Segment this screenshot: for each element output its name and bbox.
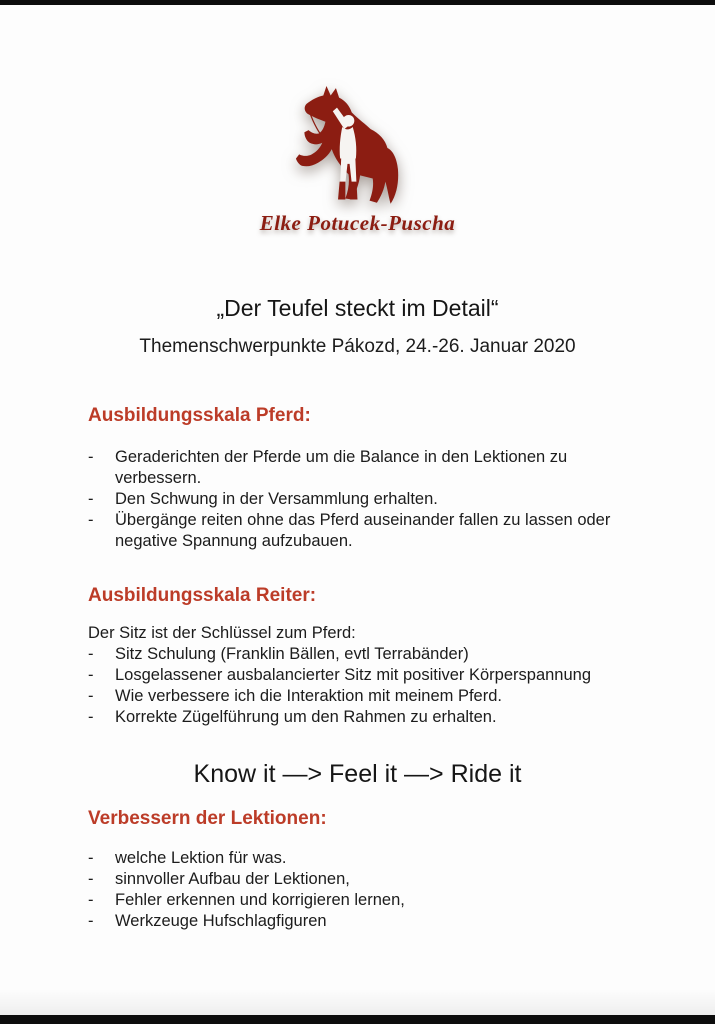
document-subtitle: Themenschwerpunkte Pákozd, 24.-26. Januar 2020 [139,336,576,357]
list-item [88,911,627,932]
bullet-text: Wie verbessere ich die Interaktion mit meinem Pferd. [115,687,502,705]
motto-line: Know it —> Feel it —> Ride it [193,760,522,788]
bottom-border [0,1015,715,1024]
bullet-marker: - [88,645,94,663]
bullet-marker: - [88,511,94,529]
bullet-text: Den Schwung in der Versammlung erhalten. [115,490,438,508]
bullet-text: Geraderichten der Pferde um die Balance in den Lektionen zu verbessern. [115,448,568,487]
bullet-marker: - [88,448,94,466]
bullet-marker: - [88,891,94,909]
bullet-list-pferd [88,447,627,552]
bullet-text: Sitz Schulung (Franklin Bällen, evtl Terrabänder) [115,645,469,663]
bullet-list-lektionen [88,848,627,932]
bullet-text: sinnvoller Aufbau der Lektionen, [115,870,350,888]
bullet-marker: - [88,849,94,867]
bullet-text: Übergänge reiten ohne das Pferd auseinander fallen zu lassen oder negative Spannung aufzubauen. [115,511,611,550]
bullet-marker: - [88,687,94,705]
bullet-text: Losgelassener ausbalancierter Sitz mit positiver Körperspannung [115,666,592,684]
list-item [88,665,627,686]
section-intro: Der Sitz ist der Schlüssel zum Pferd: [88,624,356,642]
bottom-shadow [0,989,715,1015]
bullet-text: Korrekte Zügelführung um den Rahmen zu erhalten. [115,708,497,726]
section-heading-ausbildungsskala-pferd: Ausbildungsskala Pferd: [88,405,311,426]
top-border [0,0,715,5]
bullet-marker: - [88,870,94,888]
horse-rider-logo-icon [287,85,429,209]
list-item [88,848,627,869]
list-item [88,869,627,890]
document-body [88,404,627,932]
logo-brand-text: Elke Potucek-Puscha [259,211,456,235]
bullet-marker: - [88,708,94,726]
list-item [88,686,627,707]
list-item [88,707,627,728]
list-item [88,510,627,552]
list-item [88,489,627,510]
list-item [88,890,627,911]
bullet-marker: - [88,490,94,508]
bullet-marker: - [88,666,94,684]
bullet-list-reiter [88,644,627,728]
bullet-text: Werkzeuge Hufschlagfiguren [115,912,327,930]
list-item [88,644,627,665]
document-title: „Der Teufel steckt im Detail“ [216,295,499,321]
list-item [88,447,627,489]
section-heading-verbessern-der-lektionen: Verbessern der Lektionen: [88,808,327,829]
section-heading-ausbildungsskala-reiter: Ausbildungsskala Reiter: [88,585,317,606]
bullet-marker: - [88,912,94,930]
bullet-text: Fehler erkennen und korrigieren lernen, [115,891,405,909]
bullet-text: welche Lektion für was. [115,849,287,867]
logo [228,0,488,235]
